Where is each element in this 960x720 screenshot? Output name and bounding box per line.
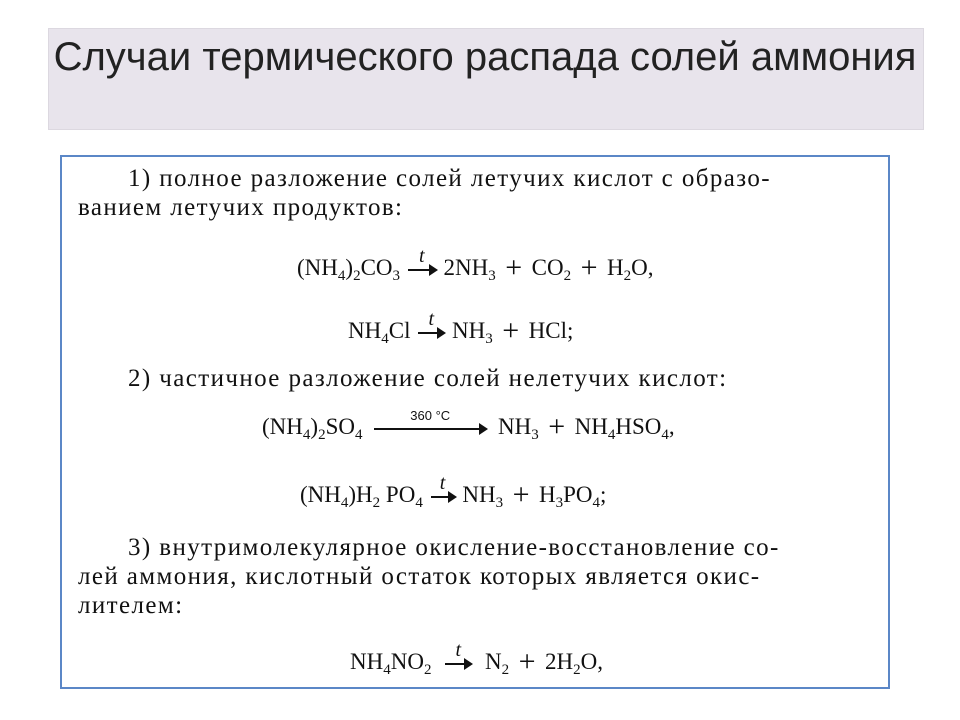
reaction-arrow	[374, 407, 486, 430]
reaction-arrow	[408, 244, 436, 271]
item2-line1: 2) частичное разложение солей нелетучих кислот:	[128, 365, 728, 392]
reaction-arrow	[431, 471, 455, 498]
equation-ammonium-sulfate: $(NH_4)_2SO_4$ 360 °C $NH_3 + NH_4HSO_4$,	[262, 407, 675, 443]
condition-label: t	[428, 307, 434, 330]
equation-ammonium-dihydrophosphate: $(NH_4)H_2$ $PO_4$ t $NH_3 + H_3PO_4$;	[300, 471, 607, 511]
item1-line1: 1) полное разложение солей летучих кислот с образо-	[128, 165, 771, 192]
reaction-arrow	[445, 638, 471, 665]
condition-label: t	[455, 638, 461, 661]
item1-line2: ванием летучих продуктов:	[78, 194, 404, 221]
reaction-arrow	[418, 307, 444, 334]
item3-line1: 3) внутримолекулярное окисление-восстановление со-	[128, 534, 780, 561]
condition-label: t	[439, 471, 446, 494]
condition-label: t	[418, 244, 425, 267]
equation-ammonium-nitrite: $NH_4NO_2$ t $N_2 + 2H_2O$,	[350, 638, 604, 678]
equation-ammonium-chloride: $NH_4Cl$ t $NH_3$ + HCl;	[348, 307, 574, 347]
item3-line2: лей аммония, кислотный остаток которых является окис-	[78, 563, 761, 590]
condition-label: 360 °C	[410, 407, 451, 423]
slide-title: Случаи термического распада солей аммония	[53, 35, 917, 79]
item3-line3: лителем:	[78, 592, 184, 619]
equation-ammonium-carbonate: $(NH_4)_2CO_3$ t $2NH_3 + CO_2 + H_2O$,	[297, 244, 654, 284]
